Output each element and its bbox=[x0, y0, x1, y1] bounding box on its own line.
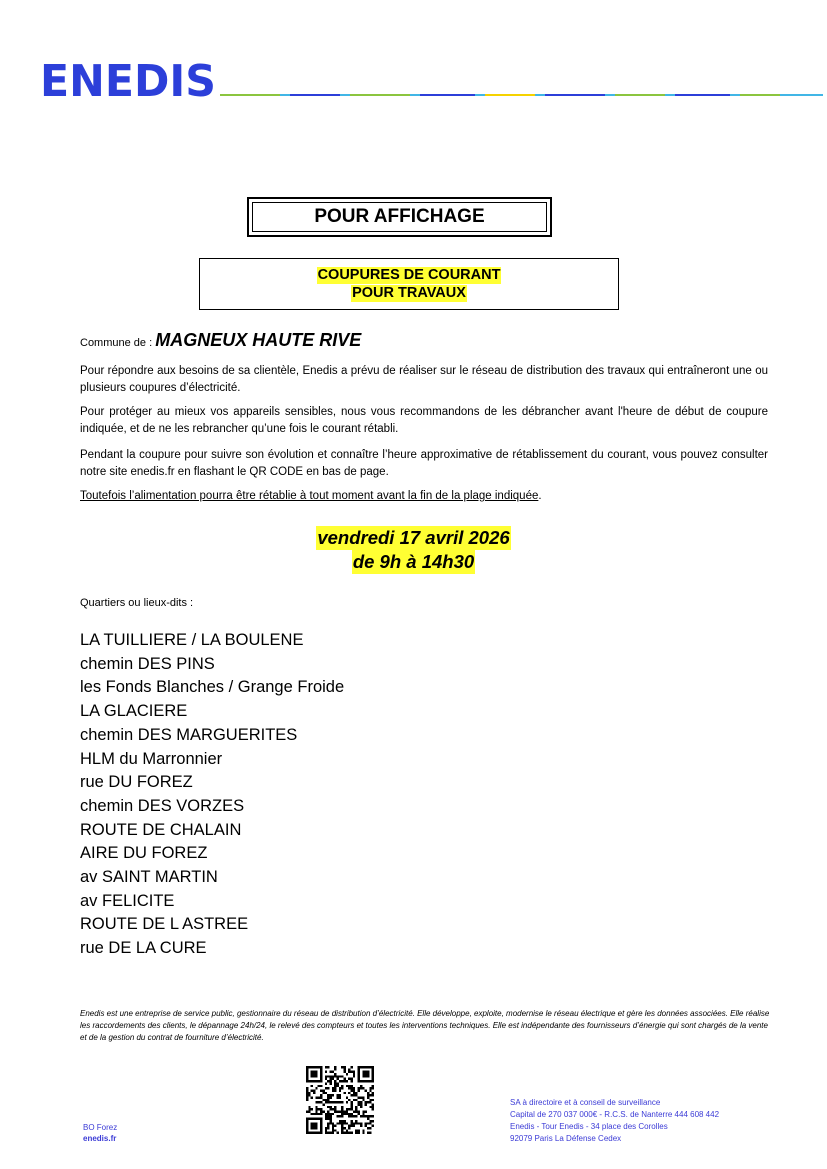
site-link[interactable]: enedis.fr bbox=[83, 1134, 117, 1143]
bo-name: BO Forez bbox=[83, 1123, 118, 1132]
commune-label: Commune de : bbox=[80, 337, 153, 349]
paragraph-qr-code: Pendant la coupure pour suivre son évolution et connaître l’heure approximative de rétablissement du courant, vous pouvez consulter notre site enedis.fr en flashant le QR CODE en bas de page. bbox=[80, 449, 768, 478]
schedule-date: vendredi 17 avril 2026 bbox=[317, 527, 510, 548]
quartiers-label: Quartiers ou lieux-dits : bbox=[80, 597, 194, 609]
coupures-line2: POUR TRAVAUX bbox=[352, 284, 466, 301]
pour-affichage-title: POUR AFFICHAGE bbox=[252, 202, 547, 232]
legal-line: Capital de 270 037 000€ - R.C.S. de Nanterre 444 608 442 bbox=[510, 1110, 720, 1119]
notice-underlined: Toutefois l’alimentation pourra être rétablie à tout moment avant la fin de la plage indiquée bbox=[80, 490, 539, 502]
qr-code-icon[interactable] bbox=[306, 1066, 374, 1134]
list-item: chemin DES VORZES bbox=[80, 796, 245, 815]
list-item: HLM du Marronnier bbox=[80, 749, 223, 768]
legal-line: 92079 Paris La Défense Cedex bbox=[510, 1134, 622, 1143]
enedis-logo bbox=[40, 56, 218, 102]
footer-disclaimer: Enedis est une entreprise de service public, gestionnaire du réseau de distribution d’électricité. Elle développe, exploite, modernise le réseau électrique et gère les données associées. Elle réalise les raccordements des clients, le dépannage 24h/24, le relevé des compteurs et toutes les interventions techniques. Elle est indépendante des fournisseurs d’énergie qui sont chargés de la vente et de la gestion du contrat de fourniture d’électricité. bbox=[80, 1009, 770, 1042]
coupures-box bbox=[199, 258, 619, 310]
list-item: av SAINT MARTIN bbox=[80, 868, 218, 887]
quartiers-list bbox=[80, 629, 344, 961]
notice-line bbox=[80, 488, 768, 505]
legal-line: SA à directoire et à conseil de surveillance bbox=[510, 1098, 661, 1107]
schedule-block bbox=[0, 526, 827, 574]
list-item: AIRE DU FOREZ bbox=[80, 844, 208, 863]
list-item: chemin DES MARGUERITES bbox=[80, 725, 298, 744]
list-item: ROUTE DE L ASTREE bbox=[80, 915, 249, 934]
bo-forez-block bbox=[83, 1122, 117, 1144]
list-item: rue DU FOREZ bbox=[80, 773, 193, 792]
paragraph-besoins: Pour répondre aux besoins de sa clientèle, Enedis a prévu de réaliser sur le réseau de distribution des travaux qui entraîneront une ou plusieurs coupures d’électricité. bbox=[80, 365, 768, 394]
legal-block bbox=[510, 1097, 719, 1145]
list-item: LA GLACIERE bbox=[80, 702, 188, 721]
list-item: chemin DES PINS bbox=[80, 654, 215, 673]
list-item: les Fonds Blanches / Grange Froide bbox=[80, 678, 345, 697]
list-item: ROUTE DE CHALAIN bbox=[80, 820, 242, 839]
commune-name: MAGNEUX HAUTE RIVE bbox=[155, 330, 362, 350]
commune-line bbox=[80, 330, 361, 351]
coupures-line1: COUPURES DE COURANT bbox=[317, 266, 501, 283]
list-item: LA TUILLIERE / LA BOULENE bbox=[80, 631, 304, 649]
notice-end: . bbox=[538, 490, 542, 502]
list-item: rue DE LA CURE bbox=[80, 939, 207, 958]
pour-affichage-box bbox=[247, 197, 552, 237]
list-item: av FELICITE bbox=[80, 891, 175, 910]
schedule-time: de 9h à 14h30 bbox=[352, 551, 475, 572]
header-color-rule bbox=[220, 92, 823, 98]
legal-line: Enedis - Tour Enedis - 34 place des Corolles bbox=[510, 1122, 668, 1131]
logo-text: ENEDIS bbox=[40, 56, 216, 102]
paragraph-appareils: Pour protéger au mieux vos appareils sensibles, nous vous recommandons de les débrancher avant l'heure de début de coupure indiquée, et de ne les rebrancher qu’une fois le courant rétabli. bbox=[80, 406, 768, 435]
